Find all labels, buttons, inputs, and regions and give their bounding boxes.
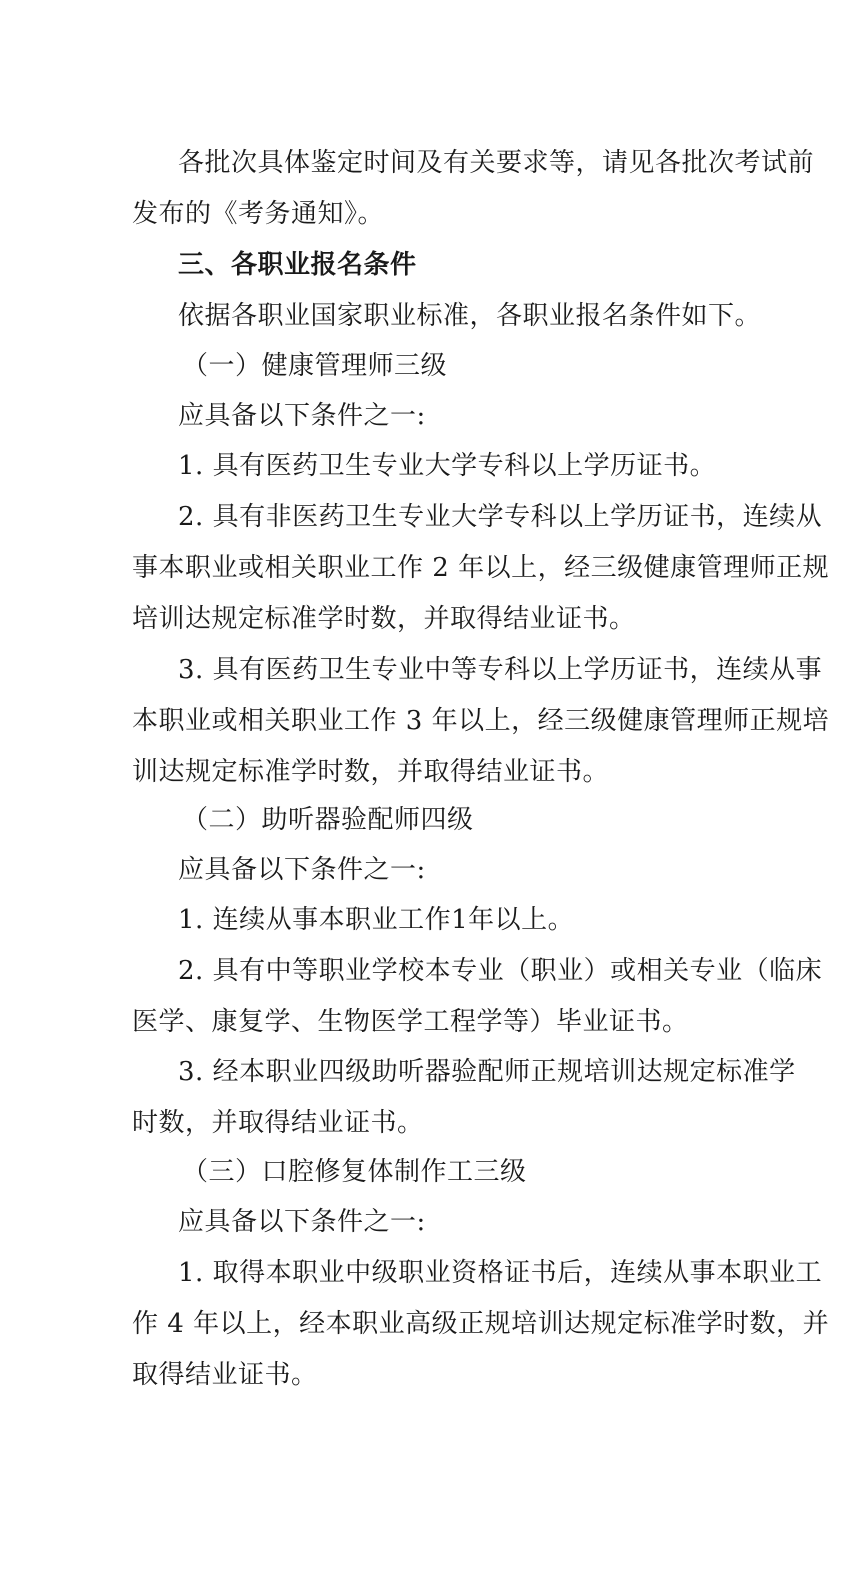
condition-item-continued: 事本职业或相关职业工作 2 年以上，经三级健康管理师正规	[132, 553, 830, 583]
condition-item: 3. 经本职业四级助听器验配师正规培训达规定标准学	[178, 1057, 796, 1087]
section-title: 三、各职业报名条件	[178, 250, 417, 280]
condition-item-continued: 时数，并取得结业证书。	[132, 1108, 424, 1138]
document-page	[132, 0, 830, 1575]
condition-item-continued: 医学、康复学、生物医学工程学等）毕业证书。	[132, 1007, 689, 1037]
intro-line-1: 各批次具体鉴定时间及有关要求等，请见各批次考试前	[178, 148, 815, 178]
condition-item: 1. 连续从事本职业工作1年以上。	[178, 905, 575, 935]
condition-item: 1. 取得本职业中级职业资格证书后，连续从事本职业工	[178, 1258, 823, 1288]
job-lead: 应具备以下条件之一:	[178, 1207, 426, 1237]
condition-item: 2. 具有非医药卫生专业大学专科以上学历证书，连续从	[178, 502, 823, 532]
job-lead: 应具备以下条件之一:	[178, 401, 426, 431]
intro-line-2: 发布的《考务通知》。	[132, 199, 385, 229]
job-title-hearing-aid-fitter: （二）助听器验配师四级	[182, 805, 474, 835]
condition-item: 1. 具有医药卫生专业大学专科以上学历证书。	[178, 451, 717, 481]
condition-item-continued: 本职业或相关职业工作 3 年以上，经三级健康管理师正规培	[132, 706, 830, 736]
condition-item-continued: 培训达规定标准学时数，并取得结业证书。	[132, 604, 636, 634]
condition-item-continued: 训达规定标准学时数，并取得结业证书。	[132, 757, 610, 787]
condition-item-continued: 取得结业证书。	[132, 1360, 318, 1390]
job-lead: 应具备以下条件之一:	[178, 855, 426, 885]
condition-item: 3. 具有医药卫生专业中等专科以上学历证书，连续从事	[178, 655, 823, 685]
section-intro: 依据各职业国家职业标准，各职业报名条件如下。	[178, 301, 762, 331]
job-title-health-manager: （一）健康管理师三级	[182, 351, 448, 381]
job-title-dental-prosthesis-technician: （三）口腔修复体制作工三级	[182, 1157, 527, 1187]
condition-item-continued: 作 4 年以上，经本职业高级正规培训达规定标准学时数，并	[132, 1309, 830, 1339]
condition-item: 2. 具有中等职业学校本专业（职业）或相关专业（临床	[178, 956, 823, 986]
